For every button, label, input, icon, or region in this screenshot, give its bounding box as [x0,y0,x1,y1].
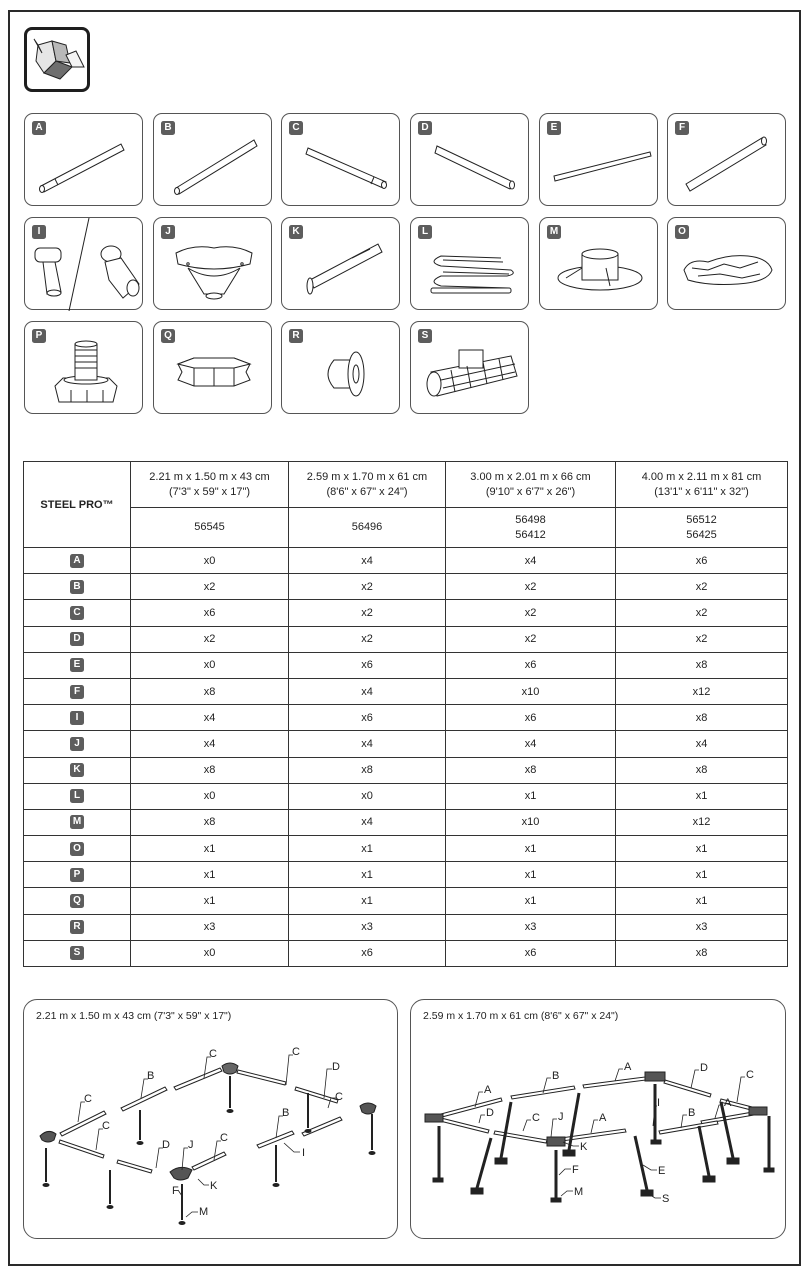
quantity-cell: x1 [289,862,446,888]
part-badge: Q [70,894,84,908]
column-model-header: 56512 56425 [616,508,788,548]
table-row [24,783,788,809]
quantity-cell: x0 [131,548,289,574]
svg-text:K: K [580,1141,588,1153]
table-row [24,809,788,835]
part-badge: E [547,121,561,135]
part-badge: L [70,789,84,803]
part-badge: R [289,329,303,343]
part-card-l [410,217,529,310]
assembly-diagram-small [23,999,398,1239]
column-model-header: 56545 [131,508,289,548]
quantity-cell: x10 [446,809,616,835]
part-cell [24,888,131,914]
drain-plug-icon [25,322,144,415]
svg-text:F: F [572,1164,579,1176]
part-badge: D [70,632,84,646]
part-cell [24,705,131,731]
quantity-cell: x10 [446,678,616,704]
part-cell [24,626,131,652]
foot-base-icon [411,322,530,415]
svg-text:F: F [172,1185,179,1197]
part-badge: C [70,606,84,620]
table-row [24,862,788,888]
quantity-cell: x2 [446,626,616,652]
part-badge: P [70,868,84,882]
svg-text:D: D [486,1107,494,1119]
quantity-cell: x8 [616,757,788,783]
part-card-j [153,217,272,310]
quantity-cell: x2 [289,626,446,652]
svg-text:D: D [700,1062,708,1074]
quantity-cell: x4 [289,548,446,574]
svg-text:C: C [220,1132,228,1144]
part-badge: P [32,329,46,343]
table-row [24,888,788,914]
quantity-cell: x2 [616,600,788,626]
part-badge: K [289,225,303,239]
part-card-a [24,113,143,206]
part-cell [24,652,131,678]
quantity-cell: x4 [616,731,788,757]
table-row [24,626,788,652]
part-badge: M [547,225,561,239]
svg-text:B: B [147,1070,155,1082]
column-model-header: 56498 56412 [446,508,616,548]
part-badge: F [70,685,84,699]
quantity-cell: x6 [446,705,616,731]
t-connector-icon [25,218,144,311]
part-cell [24,548,131,574]
svg-text:C: C [292,1046,300,1058]
part-cell [24,731,131,757]
svg-text:B: B [552,1070,560,1082]
part-badge: I [70,711,84,725]
quantity-cell: x6 [289,652,446,678]
svg-text:K: K [210,1180,218,1192]
part-badge: M [70,815,84,829]
quantity-cell: x2 [616,626,788,652]
part-cell [24,940,131,966]
part-card-q [153,321,272,414]
column-model-header: 56496 [289,508,446,548]
part-card-m [539,217,658,310]
quantity-cell: x2 [289,574,446,600]
quantity-cell: x1 [131,836,289,862]
part-cell [24,862,131,888]
column-size-header: 2.59 m x 1.70 m x 61 cm (8'6" x 67" x 24") [289,462,446,508]
quantity-cell: x6 [289,705,446,731]
part-badge: J [70,737,84,751]
part-card-s [410,321,529,414]
svg-text:C: C [102,1120,110,1132]
quantity-cell: x6 [131,600,289,626]
svg-text:C: C [746,1069,754,1081]
table-row [24,757,788,783]
svg-text:A: A [624,1061,632,1073]
quantity-cell: x0 [131,652,289,678]
quantity-cell: x3 [289,914,446,940]
corner-joint-icon [154,218,273,311]
quantity-cell: x1 [446,888,616,914]
drain-cap-icon [154,322,273,415]
part-cell [24,783,131,809]
quantity-cell: x1 [446,783,616,809]
svg-text:M: M [574,1186,584,1198]
part-card-c [281,113,400,206]
quantity-cell: x8 [616,652,788,678]
part-card-k [281,217,400,310]
quantity-cell: x3 [616,914,788,940]
liner-icon [668,218,787,311]
quantity-cell: x2 [446,574,616,600]
quantity-cell: x4 [131,731,289,757]
part-cell [24,574,131,600]
pole-icon [154,114,273,207]
part-cell [24,914,131,940]
quantity-cell: x2 [289,600,446,626]
quantity-cell: x1 [131,862,289,888]
table-row [24,914,788,940]
svg-text:B: B [688,1107,696,1119]
part-cell [24,836,131,862]
quantity-cell: x1 [289,836,446,862]
svg-text:J: J [188,1139,194,1151]
quantity-cell: x1 [616,888,788,914]
diagram-title: 2.59 m x 1.70 m x 61 cm (8'6" x 67" x 24") [423,1010,619,1022]
part-badge: A [70,554,84,568]
leg-cap-icon [540,218,659,311]
table-row [24,574,788,600]
part-card-o [667,217,786,310]
open-box-icon [24,27,90,92]
part-badge: Q [161,329,175,343]
quantity-cell: x0 [131,940,289,966]
pole-icon [282,114,401,207]
svg-text:M: M [199,1206,209,1218]
frame-assembly-icon [24,1000,399,1240]
quantity-cell: x0 [131,783,289,809]
part-badge: R [70,920,84,934]
quantity-cell: x8 [446,757,616,783]
quantity-cell: x2 [616,574,788,600]
part-card-i [24,217,143,310]
table-row [24,652,788,678]
strap-icon [411,218,530,311]
part-badge: C [289,121,303,135]
part-cell [24,678,131,704]
part-badge: O [675,225,689,239]
column-size-header: 3.00 m x 2.01 m x 66 cm (9'10" x 6'7" x 26") [446,462,616,508]
column-size-header: 4.00 m x 2.11 m x 81 cm (13'1" x 6'11" x 32") [616,462,788,508]
quantity-cell: x2 [131,574,289,600]
quantity-cell: x4 [446,731,616,757]
svg-text:J: J [558,1111,564,1123]
table-title: STEEL PRO™ [24,462,131,548]
quantity-cell: x12 [616,678,788,704]
quantity-cell: x6 [446,652,616,678]
part-cell [24,600,131,626]
stopper-icon [282,322,401,415]
part-badge: S [418,329,432,343]
part-badge: B [161,121,175,135]
svg-text:C: C [84,1093,92,1105]
parts-table [23,461,787,967]
svg-text:D: D [162,1139,170,1151]
part-card-d [410,113,529,206]
svg-text:C: C [209,1048,217,1060]
part-card-r [281,321,400,414]
diagram-title: 2.21 m x 1.50 m x 43 cm (7'3" x 59" x 17") [36,1010,232,1022]
quantity-cell: x4 [289,809,446,835]
column-size-header: 2.21 m x 1.50 m x 43 cm (7'3" x 59" x 17") [131,462,289,508]
svg-text:I: I [302,1147,306,1159]
frame-assembly-icon [411,1000,787,1240]
svg-text:I: I [657,1097,661,1109]
quantity-cell: x4 [131,705,289,731]
quantity-cell: x3 [131,914,289,940]
quantity-cell: x2 [446,600,616,626]
part-card-f [667,113,786,206]
quantity-cell: x1 [446,836,616,862]
part-badge: E [70,658,84,672]
table-row [24,940,788,966]
quantity-cell: x6 [446,940,616,966]
svg-text:C: C [532,1112,540,1124]
pole-icon [540,114,659,207]
quantity-cell: x8 [289,757,446,783]
quantity-cell: x4 [289,731,446,757]
table-row [24,600,788,626]
pole-icon [668,114,787,207]
svg-text:S: S [662,1193,670,1205]
svg-text:A: A [599,1112,607,1124]
quantity-cell: x4 [446,548,616,574]
table-row [24,548,788,574]
assembly-diagram-medium [410,999,786,1239]
part-card-b [153,113,272,206]
part-badge: O [70,842,84,856]
table-row [24,705,788,731]
svg-text:C: C [335,1091,343,1103]
pin-icon [282,218,401,311]
part-badge: A [32,121,46,135]
quantity-cell: x3 [446,914,616,940]
quantity-cell: x1 [131,888,289,914]
svg-text:D: D [332,1061,340,1073]
quantity-cell: x1 [616,783,788,809]
quantity-cell: x8 [131,757,289,783]
part-badge: B [70,580,84,594]
quantity-cell: x0 [289,783,446,809]
quantity-cell: x4 [289,678,446,704]
part-badge: K [70,763,84,777]
quantity-cell: x8 [616,705,788,731]
svg-text:A: A [484,1084,492,1096]
svg-text:B: B [282,1107,290,1119]
quantity-cell: x2 [131,626,289,652]
part-badge: J [161,225,175,239]
quantity-cell: x12 [616,809,788,835]
part-badge: S [70,946,84,960]
quantity-cell: x1 [289,888,446,914]
quantity-cell: x1 [446,862,616,888]
table-row [24,678,788,704]
part-card-p [24,321,143,414]
table-row [24,836,788,862]
part-card-e [539,113,658,206]
table-row [24,731,788,757]
quantity-cell: x1 [616,836,788,862]
part-cell [24,757,131,783]
svg-text:A: A [724,1097,732,1109]
part-cell [24,809,131,835]
quantity-cell: x8 [131,809,289,835]
quantity-cell: x8 [131,678,289,704]
part-badge: D [418,121,432,135]
quantity-cell: x6 [289,940,446,966]
part-badge: F [675,121,689,135]
quantity-cell: x8 [616,940,788,966]
pole-icon [411,114,530,207]
part-badge: L [418,225,432,239]
pole-icon [25,114,144,207]
quantity-cell: x6 [616,548,788,574]
svg-text:E: E [658,1165,666,1177]
quantity-cell: x1 [616,862,788,888]
part-badge: I [32,225,46,239]
